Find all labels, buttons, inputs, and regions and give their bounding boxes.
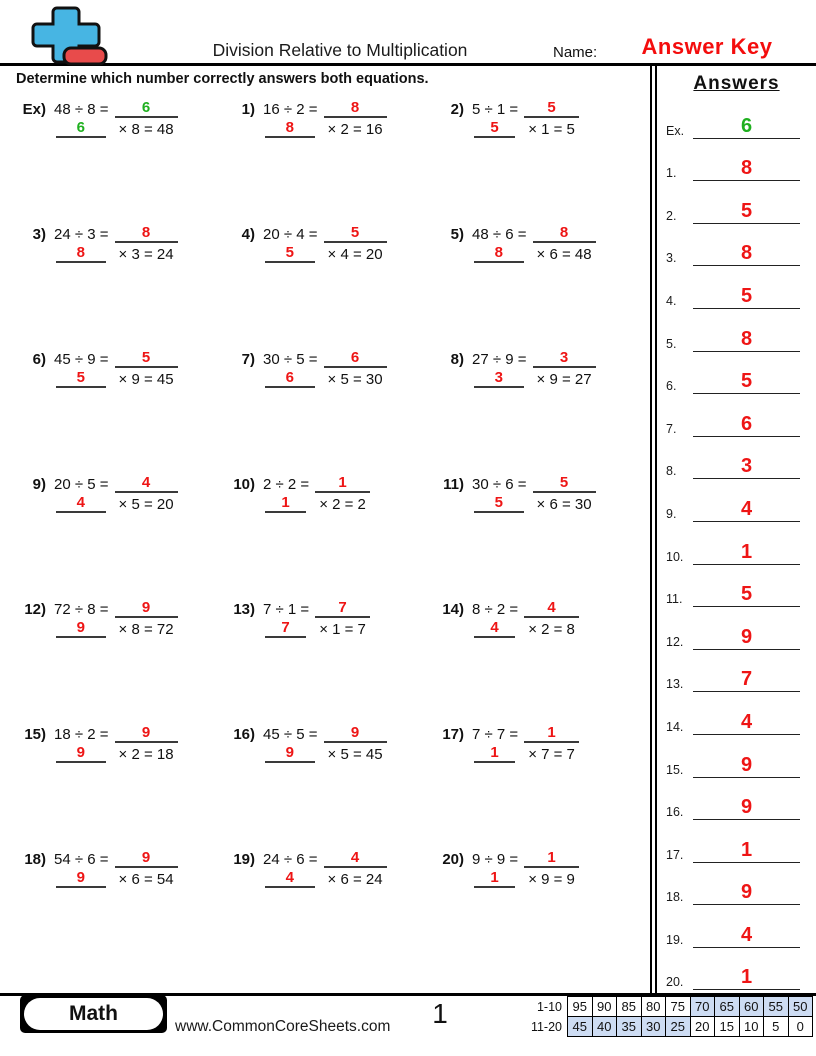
answer-blank-line (693, 370, 800, 394)
subject-label: Math (24, 998, 163, 1030)
answer-row-label: 6. (666, 379, 677, 394)
division-answer-blank: 8 (115, 224, 178, 243)
answer-row-label: 8. (666, 464, 677, 479)
score-cell: 0 (788, 1017, 813, 1037)
answer-blank-line (693, 115, 800, 139)
answer-value: 7 (740, 668, 753, 691)
subject-badge (20, 995, 167, 1033)
score-cell: 70 (690, 997, 715, 1017)
answer-value: 4 (740, 497, 753, 520)
division-answer-blank: 5 (524, 99, 579, 118)
score-cell: 35 (617, 1017, 642, 1037)
problem-number: 1) (241, 101, 255, 118)
answer-row-8 (657, 437, 816, 480)
answer-value: 1 (740, 966, 753, 989)
score-cell: 25 (666, 1017, 691, 1037)
answer-value: 1 (740, 838, 753, 861)
division-equation: 27 ÷ 9 = (472, 351, 527, 368)
score-cell: 90 (592, 997, 617, 1017)
answer-row-label: 17. (666, 847, 684, 862)
multiplication-equation: × 7 = 7 (528, 746, 575, 763)
problem-number: 6) (32, 351, 46, 368)
answer-row-4 (657, 266, 816, 309)
worksheet-title: Division Relative to Multiplication (212, 40, 468, 60)
problem-6 (8, 348, 217, 473)
division-equation: 7 ÷ 1 = (263, 601, 310, 618)
answer-row-label: 12. (666, 634, 684, 649)
problem-number: 20) (442, 851, 464, 868)
answer-row-2 (657, 181, 816, 224)
multiplication-answer-blank: 8 (474, 244, 524, 263)
problem-number: 17) (442, 726, 464, 743)
division-answer-blank: 4 (524, 599, 579, 618)
score-cell: 60 (739, 997, 764, 1017)
division-answer-blank: 7 (315, 599, 370, 618)
answer-row-19 (657, 905, 816, 948)
problem-number: 4) (241, 226, 255, 243)
answer-blank-line (693, 626, 800, 650)
problem-number: 3) (32, 226, 46, 243)
answer-row-10 (657, 522, 816, 565)
division-answer-blank: 9 (115, 849, 178, 868)
division-equation: 24 ÷ 6 = (263, 851, 318, 868)
score-cell: 55 (764, 997, 789, 1017)
score-cell: 30 (641, 1017, 666, 1037)
division-equation: 45 ÷ 5 = (263, 726, 318, 743)
problem-19 (217, 848, 426, 973)
division-equation: 9 ÷ 9 = (472, 851, 519, 868)
multiplication-answer-blank: 6 (265, 369, 315, 388)
multiplication-equation: × 5 = 45 (327, 746, 383, 763)
answer-blank-line (693, 839, 800, 863)
division-answer-blank: 4 (324, 849, 387, 868)
division-equation: 5 ÷ 1 = (472, 101, 519, 118)
score-cell: 65 (715, 997, 740, 1017)
division-equation: 72 ÷ 8 = (54, 601, 109, 618)
problem-2 (426, 98, 635, 223)
division-answer-blank: 9 (115, 724, 178, 743)
problem-number: 2) (450, 101, 464, 118)
division-equation: 2 ÷ 2 = (263, 476, 310, 493)
multiplication-equation: × 3 = 24 (118, 246, 174, 263)
answer-blank-line (693, 541, 800, 565)
score-row (530, 997, 813, 1017)
problem-number: 10) (233, 476, 255, 493)
answer-row-6 (657, 352, 816, 395)
problem-number: 13) (233, 601, 255, 618)
multiplication-equation: × 2 = 2 (319, 496, 366, 513)
commoncoresheets-plus-minus-icon (26, 4, 108, 66)
division-equation: 20 ÷ 4 = (263, 226, 318, 243)
score-row-label: 1-10 (536, 999, 562, 1014)
problem-number: Ex) (22, 101, 46, 118)
division-equation: 48 ÷ 8 = (54, 101, 109, 118)
multiplication-equation: × 9 = 27 (536, 371, 592, 388)
answer-row-label: 14. (666, 719, 684, 734)
answer-blank-line (693, 328, 800, 352)
answer-value: 9 (740, 881, 753, 904)
multiplication-equation: × 8 = 48 (118, 121, 174, 138)
division-answer-blank: 1 (524, 849, 579, 868)
worksheet-header (0, 0, 816, 66)
multiplication-equation: × 6 = 30 (536, 496, 592, 513)
division-equation: 48 ÷ 6 = (472, 226, 527, 243)
answer-blank-line (693, 583, 800, 607)
problem-11 (426, 473, 635, 598)
division-equation: 45 ÷ 9 = (54, 351, 109, 368)
problem-number: 12) (24, 601, 46, 618)
answer-value: 6 (740, 114, 753, 137)
worksheet-content (0, 66, 816, 993)
worksheet-footer (0, 993, 816, 1056)
multiplication-answer-blank: 4 (474, 619, 515, 638)
answer-blank-line (693, 668, 800, 692)
problem-number: 9) (32, 476, 46, 493)
problem-number: 7) (241, 351, 255, 368)
score-cell: 15 (715, 1017, 740, 1037)
problem-number: 8) (450, 351, 464, 368)
answer-row-label: 16. (666, 805, 684, 820)
answer-blank-line (693, 966, 800, 990)
answer-value: 6 (740, 412, 753, 435)
answers-panel (657, 66, 816, 993)
answer-blank-line (693, 498, 800, 522)
answer-row-label: 1. (666, 166, 677, 181)
division-answer-blank: 4 (115, 474, 178, 493)
answer-row-label: 18. (666, 890, 684, 905)
multiplication-answer-blank: 7 (265, 619, 306, 638)
multiplication-equation: × 2 = 8 (528, 621, 575, 638)
multiplication-answer-blank: 9 (56, 869, 106, 888)
problem-number: 18) (24, 851, 46, 868)
answer-blank-line (693, 711, 800, 735)
multiplication-answer-blank: 5 (56, 369, 106, 388)
problem-number: 15) (24, 726, 46, 743)
multiplication-equation: × 1 = 5 (528, 121, 575, 138)
multiplication-answer-blank: 9 (56, 744, 106, 763)
multiplication-equation: × 9 = 45 (118, 371, 174, 388)
division-answer-blank: 8 (324, 99, 387, 118)
answer-row-label: 13. (666, 677, 684, 692)
problem-4 (217, 223, 426, 348)
score-cell: 75 (666, 997, 691, 1017)
answer-value: 1 (740, 540, 753, 563)
answer-blank-line (693, 157, 800, 181)
problem-13 (217, 598, 426, 723)
multiplication-equation: × 6 = 24 (327, 871, 383, 888)
multiplication-answer-blank: 1 (265, 494, 306, 513)
score-cell: 80 (641, 997, 666, 1017)
vertical-divider (650, 66, 657, 993)
score-cell: 95 (568, 997, 593, 1017)
multiplication-answer-blank: 8 (56, 244, 106, 263)
answer-row-label: 3. (666, 251, 677, 266)
answer-row-label: 11. (666, 592, 683, 607)
answer-row-9 (657, 479, 816, 522)
problem-number: 14) (442, 601, 464, 618)
answer-value: 3 (740, 455, 753, 478)
answer-value: 5 (740, 370, 753, 393)
problems-area (0, 66, 650, 993)
score-cell: 10 (739, 1017, 764, 1037)
answer-row-12 (657, 607, 816, 650)
problem-15 (8, 723, 217, 848)
problem-9 (8, 473, 217, 598)
problem-number: 5) (450, 226, 464, 243)
problem-number: 19) (233, 851, 255, 868)
division-equation: 30 ÷ 5 = (263, 351, 318, 368)
division-equation: 16 ÷ 2 = (263, 101, 318, 118)
score-cell: 40 (592, 1017, 617, 1037)
answer-row-label: 7. (666, 421, 677, 436)
answer-blank-line (693, 413, 800, 437)
answer-value: 5 (740, 284, 753, 307)
answer-row-18 (657, 863, 816, 906)
division-answer-blank: 9 (115, 599, 178, 618)
answer-value: 9 (740, 796, 753, 819)
multiplication-answer-blank: 8 (265, 119, 315, 138)
answer-row-label: 9. (666, 506, 677, 521)
problem-number: 11) (443, 476, 464, 493)
problem-8 (426, 348, 635, 473)
problem-14 (426, 598, 635, 723)
answer-row-3 (657, 224, 816, 267)
answer-row-14 (657, 692, 816, 735)
multiplication-equation: × 8 = 72 (118, 621, 174, 638)
score-cell: 20 (690, 1017, 715, 1037)
answer-blank-line (693, 754, 800, 778)
problem-1 (217, 98, 426, 223)
division-answer-blank: 5 (533, 474, 596, 493)
answer-row-label: 5. (666, 336, 677, 351)
problem-10 (217, 473, 426, 598)
answer-row-17 (657, 820, 816, 863)
multiplication-equation: × 6 = 54 (118, 871, 174, 888)
problem-number: 16) (233, 726, 255, 743)
answer-blank-line (693, 285, 800, 309)
answer-blank-line (693, 924, 800, 948)
answer-value: 9 (740, 753, 753, 776)
answer-blank-line (693, 455, 800, 479)
answer-value: 8 (740, 327, 753, 350)
score-cell: 50 (788, 997, 813, 1017)
score-row (530, 1017, 813, 1037)
answer-row-ex (657, 96, 816, 139)
answer-row-label: 15. (666, 762, 684, 777)
answer-row-label: 10. (666, 549, 684, 564)
answer-key-label: Answer Key (641, 34, 773, 59)
division-equation: 20 ÷ 5 = (54, 476, 109, 493)
answer-value: 8 (740, 242, 753, 265)
answer-row-label: Ex. (666, 123, 685, 138)
problem-7 (217, 348, 426, 473)
answers-heading: Answers (693, 73, 780, 94)
multiplication-answer-blank: 4 (265, 869, 315, 888)
division-answer-blank: 1 (524, 724, 579, 743)
multiplication-answer-blank: 9 (265, 744, 315, 763)
division-answer-blank: 5 (324, 224, 387, 243)
answer-row-5 (657, 309, 816, 352)
problem-16 (217, 723, 426, 848)
answer-row-7 (657, 394, 816, 437)
score-cell: 85 (617, 997, 642, 1017)
multiplication-equation: × 4 = 20 (327, 246, 383, 263)
score-cell: 45 (568, 1017, 593, 1037)
problem-17 (426, 723, 635, 848)
website-url: www.CommonCoreSheets.com (175, 1018, 391, 1035)
problem-20 (426, 848, 635, 973)
answer-row-label: 4. (666, 293, 677, 308)
score-cell: 5 (764, 1017, 789, 1037)
multiplication-answer-blank: 6 (56, 119, 106, 138)
multiplication-answer-blank: 1 (474, 869, 515, 888)
division-answer-blank: 1 (315, 474, 370, 493)
answer-value: 9 (740, 625, 753, 648)
problem-3 (8, 223, 217, 348)
multiplication-equation: × 1 = 7 (319, 621, 366, 638)
answer-blank-line (693, 200, 800, 224)
answer-value: 4 (740, 923, 753, 946)
division-answer-blank: 5 (115, 349, 178, 368)
answer-row-11 (657, 565, 816, 608)
multiplication-equation: × 9 = 9 (528, 871, 575, 888)
answers-list (657, 96, 816, 990)
problems-grid (0, 98, 650, 973)
score-row-label: 11-20 (530, 1019, 562, 1034)
answer-blank-line (693, 242, 800, 266)
division-answer-blank: 3 (533, 349, 596, 368)
answer-row-15 (657, 735, 816, 778)
score-reference-table (530, 996, 814, 1037)
answer-row-label: 19. (666, 932, 684, 947)
multiplication-answer-blank: 5 (474, 119, 515, 138)
multiplication-equation: × 5 = 30 (327, 371, 383, 388)
problem-ex (8, 98, 217, 223)
multiplication-equation: × 2 = 16 (327, 121, 383, 138)
answer-blank-line (693, 796, 800, 820)
answer-row-13 (657, 650, 816, 693)
answer-row-label: 20. (666, 975, 684, 990)
division-answer-blank: 9 (324, 724, 387, 743)
answer-value: 5 (740, 583, 753, 606)
answer-value: 8 (740, 157, 753, 180)
division-equation: 24 ÷ 3 = (54, 226, 109, 243)
division-answer-blank: 6 (324, 349, 387, 368)
multiplication-answer-blank: 3 (474, 369, 524, 388)
division-equation: 7 ÷ 7 = (472, 726, 519, 743)
division-equation: 18 ÷ 2 = (54, 726, 109, 743)
answer-value: 4 (740, 710, 753, 733)
name-label: Name: (553, 44, 598, 61)
answer-row-16 (657, 778, 816, 821)
answer-blank-line (693, 881, 800, 905)
multiplication-answer-blank: 5 (474, 494, 524, 513)
answer-row-20 (657, 948, 816, 991)
division-answer-blank: 8 (533, 224, 596, 243)
division-equation: 54 ÷ 6 = (54, 851, 109, 868)
problem-12 (8, 598, 217, 723)
multiplication-equation: × 5 = 20 (118, 496, 174, 513)
multiplication-answer-blank: 1 (474, 744, 515, 763)
multiplication-answer-blank: 9 (56, 619, 106, 638)
multiplication-equation: × 6 = 48 (536, 246, 592, 263)
answer-value: 5 (740, 199, 753, 222)
answer-row-label: 2. (666, 208, 677, 223)
page-number: 1 (432, 998, 448, 1029)
division-equation: 8 ÷ 2 = (472, 601, 519, 618)
problem-5 (426, 223, 635, 348)
instruction-text: Determine which number correctly answers both equations. (16, 71, 429, 87)
multiplication-answer-blank: 4 (56, 494, 106, 513)
multiplication-answer-blank: 5 (265, 244, 315, 263)
problem-18 (8, 848, 217, 973)
answer-row-1 (657, 139, 816, 182)
multiplication-equation: × 2 = 18 (118, 746, 174, 763)
division-answer-blank: 6 (115, 99, 178, 118)
division-equation: 30 ÷ 6 = (472, 476, 527, 493)
